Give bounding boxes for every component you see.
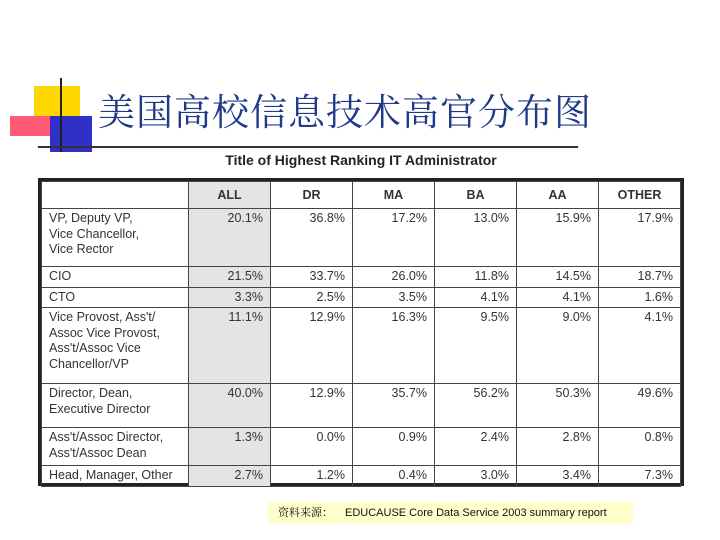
table-cell: 1.6% <box>599 287 681 308</box>
table-cell: 3.0% <box>435 466 517 487</box>
table-cell: 11.1% <box>189 308 271 384</box>
column-header-aa: AA <box>517 182 599 209</box>
table-cell: 2.4% <box>435 428 517 466</box>
table-cell: 0.0% <box>271 428 353 466</box>
table-cell: 56.2% <box>435 384 517 428</box>
table-cell: 35.7% <box>353 384 435 428</box>
table-cell: 3.4% <box>517 466 599 487</box>
table-cell: 50.3% <box>517 384 599 428</box>
table-cell: 20.1% <box>189 209 271 267</box>
source-text: EDUCAUSE Core Data Service 2003 summary report <box>345 507 607 519</box>
row-label: CTO <box>42 287 189 308</box>
table-row <box>42 428 681 466</box>
column-header-ba: BA <box>435 182 517 209</box>
table-cell: 0.8% <box>599 428 681 466</box>
table-cell: 4.1% <box>435 287 517 308</box>
table-header-row <box>42 182 681 209</box>
table-cell: 40.0% <box>189 384 271 428</box>
row-label: VP, Deputy VP, Vice Chancellor, Vice Rector <box>42 209 189 267</box>
table-cell: 2.8% <box>517 428 599 466</box>
table-cell: 9.0% <box>517 308 599 384</box>
table-title: Title of Highest Ranking IT Administrator <box>225 152 497 168</box>
table-row <box>42 308 681 384</box>
table-cell: 3.5% <box>353 287 435 308</box>
table-cell: 0.4% <box>353 466 435 487</box>
table-cell: 18.7% <box>599 267 681 288</box>
table-cell: 49.6% <box>599 384 681 428</box>
table-cell: 26.0% <box>353 267 435 288</box>
column-header-dr: DR <box>271 182 353 209</box>
table-row <box>42 267 681 288</box>
table-cell: 1.2% <box>271 466 353 487</box>
table-cell: 4.1% <box>599 308 681 384</box>
source-note <box>268 502 633 524</box>
table-cell: 12.9% <box>271 308 353 384</box>
table-cell: 15.9% <box>517 209 599 267</box>
title-underline <box>38 146 578 148</box>
table-cell: 17.2% <box>353 209 435 267</box>
table-row <box>42 209 681 267</box>
table-cell: 36.8% <box>271 209 353 267</box>
row-label: Head, Manager, Other <box>42 466 189 487</box>
data-table-frame <box>38 178 684 486</box>
column-header-ma: MA <box>353 182 435 209</box>
table-cell: 2.5% <box>271 287 353 308</box>
table-cell: 21.5% <box>189 267 271 288</box>
column-header-other: OTHER <box>599 182 681 209</box>
table-cell: 13.0% <box>435 209 517 267</box>
table-cell: 14.5% <box>517 267 599 288</box>
table-row <box>42 466 681 487</box>
table-row <box>42 287 681 308</box>
table-cell: 9.5% <box>435 308 517 384</box>
logo-vertical-line <box>60 78 62 152</box>
row-label: CIO <box>42 267 189 288</box>
table-cell: 12.9% <box>271 384 353 428</box>
column-header-all: ALL <box>189 182 271 209</box>
row-label: Director, Dean, Executive Director <box>42 384 189 428</box>
row-label: Vice Provost, Ass't/ Assoc Vice Provost, Ass't/Assoc Vice Chancellor/VP <box>42 308 189 384</box>
slide-title: 美国高校信息技术高官分布图 <box>98 91 592 134</box>
table-cell: 2.7% <box>189 466 271 487</box>
table-cell: 3.3% <box>189 287 271 308</box>
table-cell: 16.3% <box>353 308 435 384</box>
table-cell: 7.3% <box>599 466 681 487</box>
table-cell: 11.8% <box>435 267 517 288</box>
column-header-blank <box>42 182 189 209</box>
table-row <box>42 384 681 428</box>
source-label: 资料来源： <box>278 507 333 519</box>
data-table <box>41 181 681 487</box>
row-label: Ass't/Assoc Director, Ass't/Assoc Dean <box>42 428 189 466</box>
table-cell: 0.9% <box>353 428 435 466</box>
table-cell: 4.1% <box>517 287 599 308</box>
table-cell: 17.9% <box>599 209 681 267</box>
table-cell: 33.7% <box>271 267 353 288</box>
table-cell: 1.3% <box>189 428 271 466</box>
